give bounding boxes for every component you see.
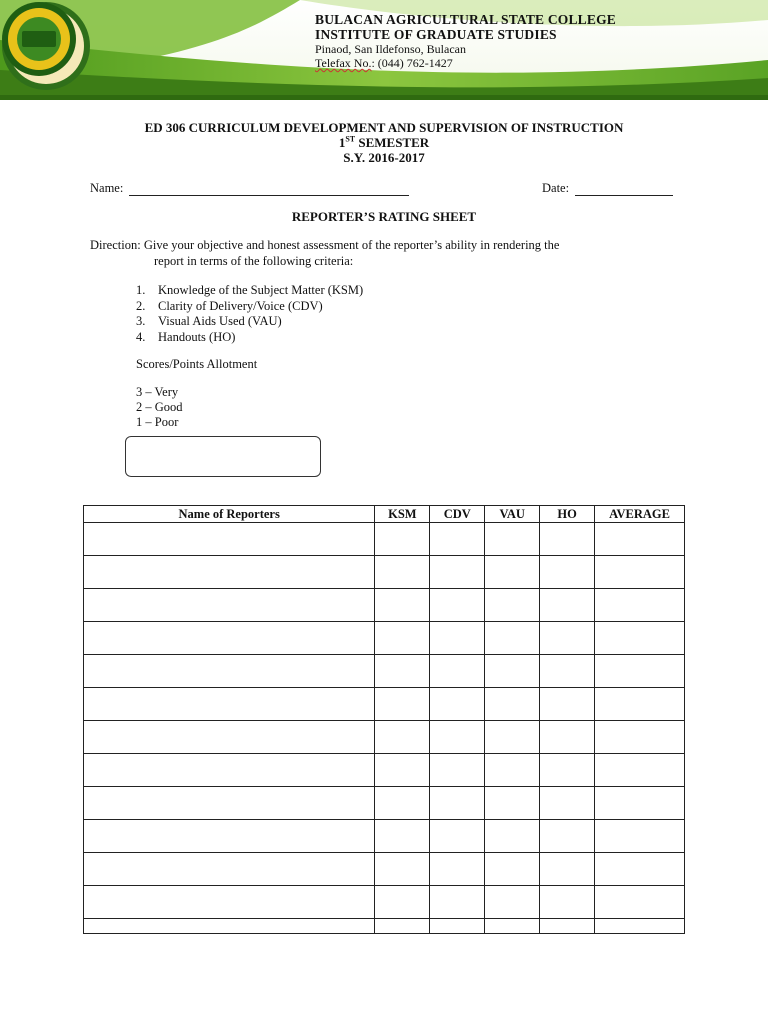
table-cell[interactable]	[540, 754, 595, 787]
table-cell[interactable]	[595, 853, 685, 886]
table-cell[interactable]	[540, 556, 595, 589]
list-item	[136, 330, 363, 346]
table-cell[interactable]	[84, 820, 375, 853]
telefax-label: Telefax No.	[315, 56, 372, 70]
table-cell[interactable]	[595, 655, 685, 688]
table-row	[84, 589, 685, 622]
table-cell[interactable]	[540, 688, 595, 721]
table-row	[84, 688, 685, 721]
criterion-text: Clarity of Delivery/Voice (CDV)	[158, 298, 323, 313]
table-cell[interactable]	[84, 556, 375, 589]
table-cell[interactable]	[430, 556, 485, 589]
table-cell[interactable]	[375, 754, 430, 787]
table-cell[interactable]	[375, 523, 430, 556]
table-cell[interactable]	[595, 556, 685, 589]
column-header-name: Name of Reporters	[84, 506, 375, 523]
college-address: Pinaod, San Ildefonso, Bulacan	[315, 42, 466, 56]
table-cell[interactable]	[485, 589, 540, 622]
table-cell[interactable]	[375, 853, 430, 886]
direction-text: Give your objective and honest assessment of the reporter’s ability in rendering the	[140, 238, 560, 252]
table-cell[interactable]	[84, 721, 375, 754]
table-cell[interactable]	[430, 622, 485, 655]
table-cell[interactable]	[485, 688, 540, 721]
criterion-text: Knowledge of the Subject Matter (KSM)	[158, 283, 364, 297]
score-item: 3 – Very	[136, 385, 179, 399]
table-row	[84, 886, 685, 919]
criteria-list	[136, 283, 363, 345]
table-cell[interactable]	[540, 919, 595, 934]
table-cell[interactable]	[485, 655, 540, 688]
column-header-cdv: CDV	[430, 506, 485, 523]
header-banner	[0, 0, 768, 100]
table-cell[interactable]	[375, 886, 430, 919]
table-cell[interactable]	[595, 919, 685, 934]
rating-table-body	[84, 523, 685, 934]
table-cell[interactable]	[84, 919, 375, 934]
table-cell[interactable]	[430, 853, 485, 886]
table-cell[interactable]	[485, 556, 540, 589]
table-cell[interactable]	[375, 556, 430, 589]
ios-seal-icon	[0, 0, 78, 78]
table-row	[84, 754, 685, 787]
table-cell[interactable]	[540, 787, 595, 820]
table-cell[interactable]	[485, 523, 540, 556]
score-item: 1 – Poor	[136, 415, 179, 429]
table-cell[interactable]	[84, 787, 375, 820]
list-item	[136, 283, 363, 299]
table-cell[interactable]	[540, 886, 595, 919]
date-label: Date:	[542, 181, 570, 195]
table-cell[interactable]	[485, 820, 540, 853]
table-cell[interactable]	[485, 721, 540, 754]
table-cell[interactable]	[595, 886, 685, 919]
name-field-row	[90, 181, 409, 196]
table-cell[interactable]	[430, 787, 485, 820]
list-number: 2.	[136, 298, 146, 313]
semester-number: 1	[338, 135, 346, 150]
table-cell[interactable]	[430, 820, 485, 853]
institute-name: INSTITUTE OF GRADUATE STUDIES	[315, 27, 557, 42]
list-number: 1.	[136, 283, 146, 297]
table-row	[84, 820, 685, 853]
table-row	[84, 622, 685, 655]
table-cell[interactable]	[375, 688, 430, 721]
date-blank[interactable]	[575, 183, 673, 196]
table-cell[interactable]	[595, 622, 685, 655]
table-cell[interactable]	[375, 820, 430, 853]
table-cell[interactable]	[540, 523, 595, 556]
table-row	[84, 787, 685, 820]
table-cell[interactable]	[84, 688, 375, 721]
name-blank[interactable]	[129, 183, 409, 196]
date-field-row	[542, 181, 673, 196]
table-cell[interactable]	[540, 655, 595, 688]
table-cell[interactable]	[485, 622, 540, 655]
table-cell[interactable]	[430, 523, 485, 556]
table-cell[interactable]	[595, 688, 685, 721]
column-header-ksm: KSM	[375, 506, 430, 523]
table-cell[interactable]	[84, 622, 375, 655]
table-header-row	[84, 506, 685, 523]
table-cell[interactable]	[540, 820, 595, 853]
list-number: 4.	[136, 329, 146, 344]
name-label: Name:	[90, 181, 124, 195]
table-cell[interactable]	[430, 919, 485, 934]
table-cell[interactable]	[430, 655, 485, 688]
table-row	[84, 655, 685, 688]
table-cell[interactable]	[375, 655, 430, 688]
list-item	[136, 299, 363, 315]
score-scale	[136, 385, 183, 430]
table-cell[interactable]	[595, 589, 685, 622]
table-cell[interactable]	[430, 589, 485, 622]
table-cell[interactable]	[485, 886, 540, 919]
table-cell[interactable]	[430, 688, 485, 721]
column-header-vau: VAU	[485, 506, 540, 523]
table-cell[interactable]	[595, 787, 685, 820]
school-year: S.Y. 2016-2017	[343, 150, 425, 165]
direction-continuation: report in terms of the following criteria:	[154, 254, 354, 268]
list-number: 3.	[136, 314, 146, 328]
semester-suffix: ST	[345, 134, 356, 144]
score-box[interactable]	[125, 436, 321, 477]
course-title: ED 306 CURRICULUM DEVELOPMENT AND SUPERVISION OF INSTRUCTION	[144, 120, 624, 135]
direction-block	[90, 237, 670, 269]
table-cell[interactable]	[430, 754, 485, 787]
table-cell[interactable]	[485, 754, 540, 787]
table-row	[84, 556, 685, 589]
table-cell[interactable]	[595, 523, 685, 556]
table-cell[interactable]	[84, 754, 375, 787]
header-text	[315, 12, 616, 70]
sheet-title: REPORTER’S RATING SHEET	[291, 209, 477, 224]
table-cell[interactable]	[375, 787, 430, 820]
table-cell[interactable]	[84, 886, 375, 919]
table-cell[interactable]	[595, 820, 685, 853]
table-row	[84, 853, 685, 886]
table-cell[interactable]	[595, 721, 685, 754]
table-cell[interactable]	[84, 853, 375, 886]
semester	[0, 135, 768, 150]
table-row	[84, 919, 685, 934]
criterion-text: Handouts (HO)	[158, 329, 236, 344]
column-header-average: AVERAGE	[595, 506, 685, 523]
rating-table	[83, 505, 685, 934]
table-cell[interactable]	[595, 754, 685, 787]
table-cell[interactable]	[375, 721, 430, 754]
table-cell[interactable]	[430, 721, 485, 754]
table-row	[84, 721, 685, 754]
table-cell[interactable]	[84, 589, 375, 622]
semester-text: SEMESTER	[355, 135, 430, 150]
list-item	[136, 314, 363, 330]
table-cell[interactable]	[430, 886, 485, 919]
course-titles	[0, 120, 768, 165]
table-row	[84, 523, 685, 556]
table-cell[interactable]	[84, 523, 375, 556]
table-cell[interactable]	[375, 589, 430, 622]
college-name: BULACAN AGRICULTURAL STATE COLLEGE	[315, 12, 616, 27]
table-cell[interactable]	[375, 919, 430, 934]
telefax-value: : (044) 762-1427	[371, 56, 453, 70]
table-cell[interactable]	[540, 853, 595, 886]
table-cell[interactable]	[485, 853, 540, 886]
direction-label: Direction:	[90, 238, 141, 252]
allotment-label: Scores/Points Allotment	[136, 357, 258, 371]
table-cell[interactable]	[84, 655, 375, 688]
score-item: 2 – Good	[136, 400, 183, 414]
table-cell[interactable]	[540, 589, 595, 622]
column-header-ho: HO	[540, 506, 595, 523]
table-cell[interactable]	[540, 622, 595, 655]
table-cell[interactable]	[540, 721, 595, 754]
table-cell[interactable]	[485, 919, 540, 934]
criterion-text: Visual Aids Used (VAU)	[158, 314, 282, 328]
table-cell[interactable]	[375, 622, 430, 655]
college-telefax	[315, 56, 616, 70]
table-cell[interactable]	[485, 787, 540, 820]
